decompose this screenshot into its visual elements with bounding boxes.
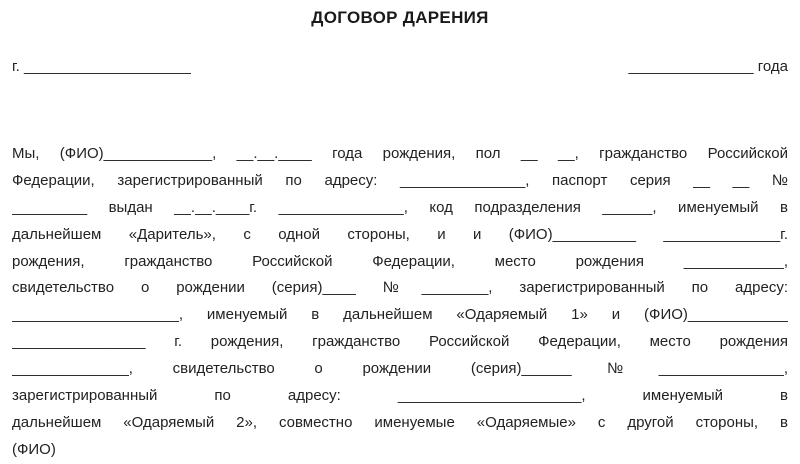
- body-line: дальнейшем «Одаряемый 2», совместно именуемые «Одаряемые» с другой стороны, в: [12, 413, 788, 431]
- body-line: ______________, свидетельство о рождении (серия)______№_______________,: [12, 360, 788, 378]
- body-line: свидетельство о рождении (серия)____ №________, зарегистрированный по адресу:: [12, 279, 788, 297]
- body-line: ____________________, именуемый в дальнейшем «Одаряемый 1» и (ФИО)____________: [12, 306, 788, 324]
- document-title: ДОГОВОР ДАРЕНИЯ: [311, 8, 489, 27]
- contract-body: [12, 141, 788, 464]
- body-line: Мы, (ФИО)_____________, __.__.____ года рождения, пол __ __, гражданство Российской: [12, 145, 788, 162]
- body-line: ________________ г. рождения, гражданство Российской Федерации, место рождения: [12, 333, 788, 351]
- body-line: рождения, гражданство Российской Федерации, место рождения ____________,: [12, 252, 788, 270]
- body-line: (ФИО): [12, 440, 56, 458]
- date-line: _______________ года: [628, 58, 788, 75]
- body-line: Федерации, зарегистрированный по адресу: _______________, паспорт серия __ __ №: [12, 171, 788, 189]
- body-line: дальнейшем «Даритель», с одной стороны, и и (ФИО)__________ ______________г.: [12, 225, 788, 243]
- city-line: г. ____________________: [12, 58, 191, 75]
- body-line: зарегистрированный по адресу: ______________________, именуемый в: [12, 387, 788, 405]
- body-line: _________ выдан __.__.____г. _______________, код подразделения ______, именуемый в: [12, 198, 788, 216]
